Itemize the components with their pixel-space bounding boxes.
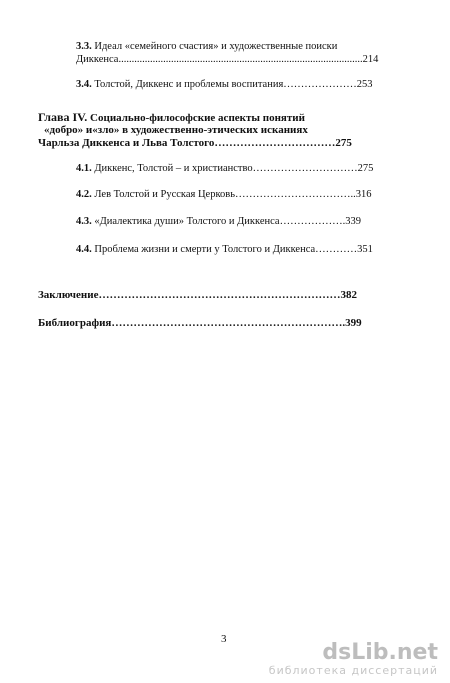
toc-bibliography[interactable] bbox=[38, 317, 362, 330]
toc-item-3-4[interactable] bbox=[76, 78, 373, 91]
toc-title: Толстой, Диккенс и проблемы воспитания…………………253 bbox=[91, 79, 373, 90]
toc-title: Проблема жизни и смерти у Толстого и Диккенса…………351 bbox=[91, 244, 373, 255]
chapter-title-line2: «добро» и«зло» в художественно-этических исканиях bbox=[44, 124, 308, 136]
toc-title: Идеал «семейного счастия» и художественные поиски bbox=[91, 41, 338, 52]
toc-title: Библиография……………………………………………………….399 bbox=[38, 317, 362, 329]
watermark-subtitle: библиотека диссертаций bbox=[268, 664, 438, 677]
toc-item-4-4[interactable] bbox=[76, 243, 373, 256]
toc-title: Диккенс, Толстой – и христианство…………………………275 bbox=[91, 163, 374, 174]
chapter-title-line3: Чарльза Диккенса и Льва Толстого……………………………275 bbox=[38, 137, 352, 149]
toc-number: 4.2. bbox=[76, 189, 92, 200]
toc-number: 3.4. bbox=[76, 79, 92, 90]
toc-item-3-3-continued[interactable] bbox=[76, 53, 378, 66]
toc-item-4-2[interactable] bbox=[76, 188, 372, 201]
chapter-4-heading-line3 bbox=[38, 137, 352, 150]
chapter-4-heading-line2 bbox=[44, 124, 308, 137]
toc-title: Лев Толстой и Русская Церковь……………………………..316 bbox=[91, 189, 372, 200]
toc-title-continued: Диккенса.............................................................................................214 bbox=[76, 54, 379, 65]
toc-item-4-3[interactable] bbox=[76, 215, 361, 228]
toc-title: Заключение…………………………………………………………382 bbox=[38, 289, 357, 301]
chapter-4-heading[interactable] bbox=[38, 111, 305, 125]
watermark-logo: dsLib.net bbox=[322, 640, 438, 665]
page-number: 3 bbox=[221, 633, 227, 645]
toc-item-3-3[interactable] bbox=[76, 40, 337, 53]
site-watermark[interactable] bbox=[248, 640, 438, 678]
toc-item-4-1[interactable] bbox=[76, 162, 373, 175]
chapter-title: Социально-философские аспекты понятий bbox=[87, 112, 305, 124]
toc-number: 4.1. bbox=[76, 163, 92, 174]
toc-number: 4.4. bbox=[76, 244, 92, 255]
toc-number: 3.3. bbox=[76, 41, 92, 52]
toc-title: «Диалектика души» Толстого и Диккенса……………….339 bbox=[91, 216, 361, 227]
toc-number: 4.3. bbox=[76, 216, 92, 227]
chapter-label: Глава IV. bbox=[38, 110, 88, 124]
toc-conclusion[interactable] bbox=[38, 289, 357, 302]
